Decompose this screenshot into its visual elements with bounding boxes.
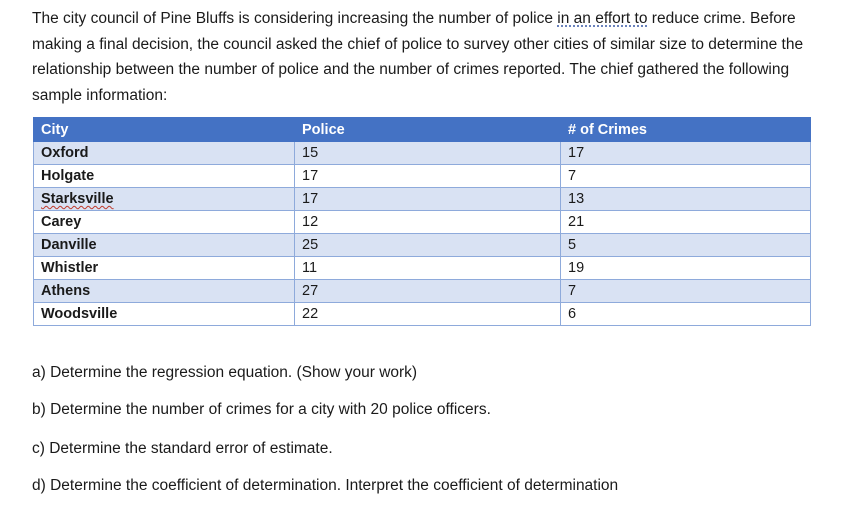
cell-crimes: 5 xyxy=(561,234,811,257)
cell-crimes: 17 xyxy=(561,142,811,165)
cell-police: 12 xyxy=(295,211,561,234)
cell-city: Holgate xyxy=(34,165,295,188)
cell-police: 11 xyxy=(295,257,561,280)
spellcheck-flagged-word: Starksville xyxy=(41,191,114,207)
table-row xyxy=(34,188,811,211)
cell-crimes: 7 xyxy=(561,165,811,188)
table-row xyxy=(34,211,811,234)
question-d: d) Determine the coefficient of determination. Interpret the coefficient of determination xyxy=(32,477,619,494)
cell-crimes: 19 xyxy=(561,257,811,280)
cell-city xyxy=(34,188,295,211)
header-city: City xyxy=(34,118,295,142)
cell-city: Danville xyxy=(34,234,295,257)
table-row xyxy=(34,142,811,165)
cell-city: Carey xyxy=(34,211,295,234)
intro-underlined-phrase: in an effort to xyxy=(557,10,648,27)
cell-police: 22 xyxy=(295,303,561,326)
table-row xyxy=(34,280,811,303)
cell-police: 25 xyxy=(295,234,561,257)
cell-city: Oxford xyxy=(34,142,295,165)
table-row xyxy=(34,234,811,257)
problem-statement xyxy=(32,6,822,108)
table-row xyxy=(34,257,811,280)
table-header-row xyxy=(34,118,811,142)
header-crimes: # of Crimes xyxy=(561,118,811,142)
cell-police: 27 xyxy=(295,280,561,303)
cell-crimes: 6 xyxy=(561,303,811,326)
cell-police: 17 xyxy=(295,188,561,211)
table-row xyxy=(34,303,811,326)
question-c: c) Determine the standard error of estimate. xyxy=(32,440,333,457)
cell-crimes: 7 xyxy=(561,280,811,303)
cell-city: Athens xyxy=(34,280,295,303)
intro-text-part2: reduce crime. Before making a final decision, the council asked the chief of police to survey other cities of similar size to determine the relationship between the number of police and the number of crimes reported. The chief gathered the following sample information: xyxy=(32,10,804,104)
table-row xyxy=(34,165,811,188)
cell-city: Whistler xyxy=(34,257,295,280)
cell-police: 15 xyxy=(295,142,561,165)
cell-crimes: 21 xyxy=(561,211,811,234)
intro-text-part1: The city council of Pine Bluffs is considering increasing the number of police xyxy=(32,10,558,27)
cell-crimes: 13 xyxy=(561,188,811,211)
question-b: b) Determine the number of crimes for a city with 20 police officers. xyxy=(32,401,491,418)
cell-police: 17 xyxy=(295,165,561,188)
police-crime-table xyxy=(33,117,811,326)
cell-city: Woodsville xyxy=(34,303,295,326)
question-a: a) Determine the regression equation. (Show your work) xyxy=(32,364,418,381)
header-police: Police xyxy=(295,118,561,142)
